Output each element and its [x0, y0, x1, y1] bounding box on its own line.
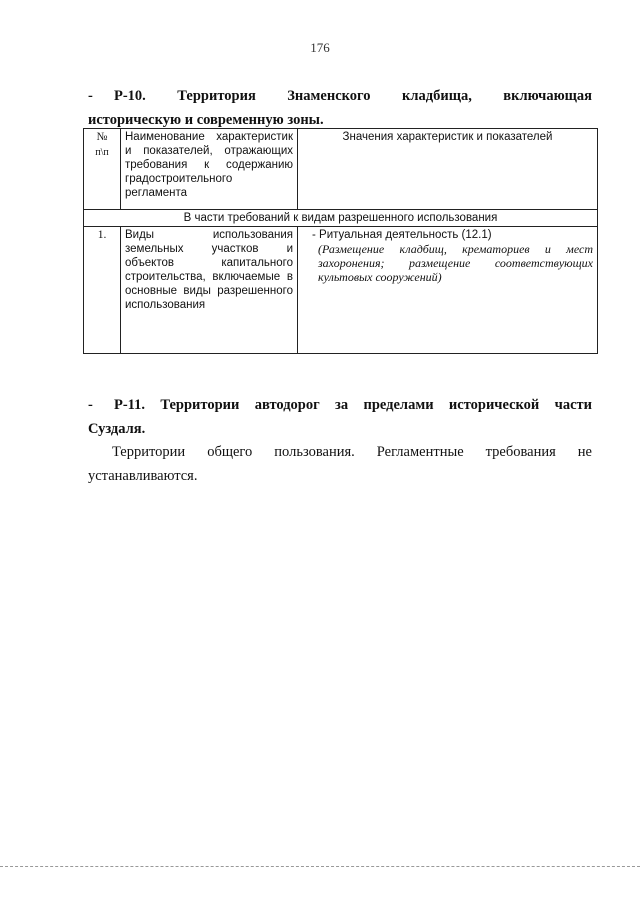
header-num-sub: п\п	[95, 147, 109, 158]
row-num: 1.	[84, 227, 121, 354]
heading-p11-line1: Р-11. Территории автодорог за пределами исторической части	[114, 397, 592, 413]
table-span-row	[84, 210, 598, 227]
header-num-cell	[84, 129, 121, 210]
section-heading-p10-line2: историческую и современную зоны.	[88, 112, 324, 128]
row-value-note: (Размещение кладбищ, крематориев и мест захоронения; размещение соответствующих культовых сооружений)	[318, 242, 593, 284]
header-num: №	[96, 131, 108, 143]
section-heading-p11	[88, 393, 592, 417]
section-heading-p11-line2: Суздаля.	[88, 421, 146, 437]
heading-dash: -	[88, 397, 93, 413]
row-name: Виды использования земельных участков и объектов капитального строительства, включаемые в основные виды разрешенного использования	[121, 227, 298, 354]
regulation-table	[83, 128, 598, 354]
scan-edge-rule	[0, 866, 640, 867]
header-name: Наименование характеристик и показателей, отражающих требования к содержанию градостроительного регламента	[121, 129, 298, 210]
heading-p10-line1: Р-10. Территория Знаменского кладбища, включающая	[114, 88, 592, 104]
table-header-row	[84, 129, 598, 210]
table-row	[84, 227, 598, 354]
paragraph-p11: Территории общего пользования. Регламентные требования не устанавливаются.	[88, 444, 592, 484]
row-value-item: - Ритуальная деятельность (12.1)	[312, 229, 492, 241]
row-values	[298, 227, 598, 354]
span-row-text: В части требований к видам разрешенного использования	[84, 210, 598, 227]
heading-dash: -	[88, 88, 93, 104]
section-heading-p10	[88, 84, 592, 108]
header-values: Значения характеристик и показателей	[298, 129, 598, 210]
page-number: 176	[310, 40, 330, 55]
